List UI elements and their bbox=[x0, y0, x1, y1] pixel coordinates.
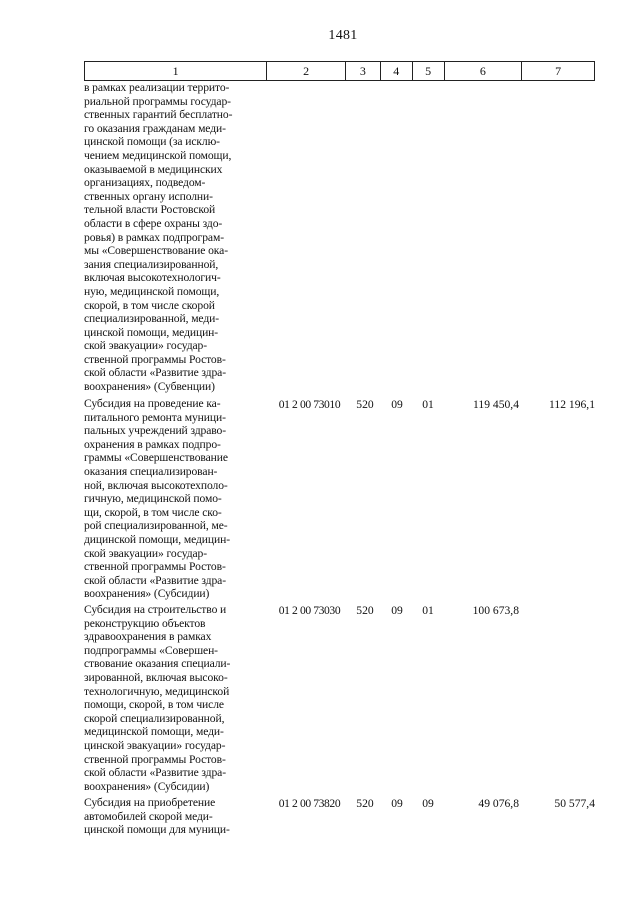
expense-type: 520 bbox=[356, 797, 374, 810]
header-cell-4: 4 bbox=[381, 62, 413, 80]
desc-line: ную, медицинской помощи, bbox=[84, 284, 220, 298]
amount-col7: 112 196,1 bbox=[549, 398, 595, 411]
desc-line: тельной власти Ростовской bbox=[84, 203, 216, 217]
section: 09 bbox=[391, 604, 403, 617]
desc-line: в рамках реализации террито- bbox=[84, 81, 230, 94]
desc-line: медицинской помощи, меди- bbox=[84, 725, 224, 739]
desc-line: воохранения» (Субвенции) bbox=[84, 380, 215, 394]
desc-line: оказываемой в медицинских bbox=[84, 162, 223, 176]
desc-line: дицинской помощи, медицин- bbox=[84, 532, 230, 546]
desc-line: цинской эвакуации» государ- bbox=[84, 738, 226, 752]
desc-line: здравоохранения в рамках bbox=[84, 630, 212, 644]
desc-line: оказания специализирован- bbox=[84, 464, 218, 478]
header-cell-5: 5 bbox=[413, 62, 445, 80]
desc-line: граммы «Совершенствование bbox=[84, 451, 228, 465]
table-header bbox=[84, 61, 595, 81]
header-cell-1: 1 bbox=[85, 62, 267, 80]
target-code: 01 2 00 73030 bbox=[278, 604, 341, 617]
desc-line: ственной программы Ростов- bbox=[84, 752, 226, 766]
desc-line: воохранения» (Субсидии) bbox=[84, 779, 210, 793]
desc-line: помощи, скорой, в том числе bbox=[84, 698, 224, 712]
page-number: 1481 bbox=[328, 28, 358, 43]
section: 09 bbox=[391, 398, 403, 411]
desc-line: Субсидия на приобретение bbox=[84, 796, 216, 809]
target-code: 01 2 00 73010 bbox=[278, 398, 341, 411]
desc-line: ской области «Развитие здра- bbox=[84, 766, 226, 780]
desc-line: ственных гарантий бесплатно- bbox=[84, 108, 233, 122]
header-cell-2: 2 bbox=[267, 62, 346, 80]
amount-col7 bbox=[523, 603, 595, 793]
amount-col6: 119 450,4 bbox=[473, 398, 519, 411]
desc-line: го оказания гражданам меди- bbox=[84, 121, 226, 135]
amount-col6: 49 076,8 bbox=[478, 797, 519, 810]
subsection: 01 bbox=[422, 398, 434, 411]
expense-type bbox=[349, 81, 381, 394]
amount-col6 bbox=[443, 81, 523, 394]
section bbox=[381, 81, 413, 394]
target-code: 01 2 00 73820 bbox=[278, 797, 341, 810]
expense-type: 520 bbox=[356, 604, 374, 617]
table-row bbox=[84, 81, 595, 394]
table-row bbox=[84, 603, 595, 793]
row-description bbox=[84, 796, 262, 837]
desc-line: Субсидия на строительство и bbox=[84, 603, 227, 616]
desc-line: организациях, подведом- bbox=[84, 176, 206, 190]
desc-line: ственных органу исполни- bbox=[84, 189, 213, 203]
expense-type: 520 bbox=[356, 398, 374, 411]
desc-line: ровья) в рамках подпрограм- bbox=[84, 230, 224, 244]
desc-line: области в сфере охраны здо- bbox=[84, 216, 223, 230]
desc-line: ской эвакуации» государ- bbox=[84, 339, 208, 353]
desc-line: скорой специализированной, bbox=[84, 711, 225, 725]
desc-line: реконструкцию объектов bbox=[84, 616, 206, 630]
amount-col6: 100 673,8 bbox=[472, 604, 519, 617]
desc-line: ной, включая высокотехполо- bbox=[84, 478, 228, 492]
desc-line: включая высокотехнологич- bbox=[84, 271, 221, 285]
table-row bbox=[84, 796, 595, 837]
desc-line: ской эвакуации» государ- bbox=[84, 546, 208, 560]
amount-col7: 50 577,4 bbox=[554, 797, 595, 810]
desc-line: питального ремонта муници- bbox=[84, 410, 226, 424]
desc-line: подпрограммы «Совершен- bbox=[84, 643, 218, 657]
desc-line: технологичную, медицинской bbox=[84, 684, 230, 698]
desc-line: ственной программы Ростов- bbox=[84, 560, 226, 574]
desc-line: Субсидия на проведение ка- bbox=[84, 397, 221, 410]
section: 09 bbox=[391, 797, 403, 810]
subsection: 01 bbox=[422, 604, 434, 617]
subsection: 09 bbox=[422, 797, 434, 810]
header-cell-6: 6 bbox=[445, 62, 523, 80]
desc-line: щи, скорой, в том числе ско- bbox=[84, 505, 222, 519]
desc-line: автомобилей скорой меди- bbox=[84, 809, 213, 823]
desc-line: скорой, в том числе скорой bbox=[84, 298, 215, 312]
header-cell-7: 7 bbox=[555, 64, 562, 78]
desc-line: пальных учреждений здраво- bbox=[84, 424, 227, 438]
desc-line: ственной программы Ростов- bbox=[84, 352, 226, 366]
desc-line: цинской помощи для муници- bbox=[84, 823, 230, 837]
desc-line: риальной программы государ- bbox=[84, 94, 231, 108]
row-description bbox=[84, 603, 262, 793]
desc-line: рой специализированной, ме- bbox=[84, 519, 228, 533]
desc-line: ствование оказания специали- bbox=[84, 657, 231, 671]
desc-line: цинской помощи (за исклю- bbox=[84, 135, 220, 149]
desc-line: зания специализированной, bbox=[84, 257, 219, 271]
desc-line: ской области «Развитие здра- bbox=[84, 366, 226, 380]
desc-line: мы «Совершенствование ока- bbox=[84, 244, 228, 258]
desc-line: охранения в рамках подпро- bbox=[84, 437, 221, 451]
desc-line: гичную, медицинской помо- bbox=[84, 492, 222, 506]
desc-line: специализированной, меди- bbox=[84, 312, 219, 326]
desc-line: цинской помощи, медицин- bbox=[84, 325, 219, 339]
desc-line: воохранения» (Субсидии) bbox=[84, 587, 210, 601]
amount-col7 bbox=[523, 81, 595, 394]
target-code bbox=[262, 81, 349, 394]
desc-line: зированной, включая высоко- bbox=[84, 670, 228, 684]
subsection bbox=[413, 81, 443, 394]
row-description bbox=[84, 81, 262, 394]
header-cell-3: 3 bbox=[346, 62, 381, 80]
desc-line: ской области «Развитие здра- bbox=[84, 573, 226, 587]
table-row bbox=[84, 397, 595, 601]
row-description bbox=[84, 397, 262, 601]
desc-line: чением медицинской помощи, bbox=[84, 148, 232, 162]
